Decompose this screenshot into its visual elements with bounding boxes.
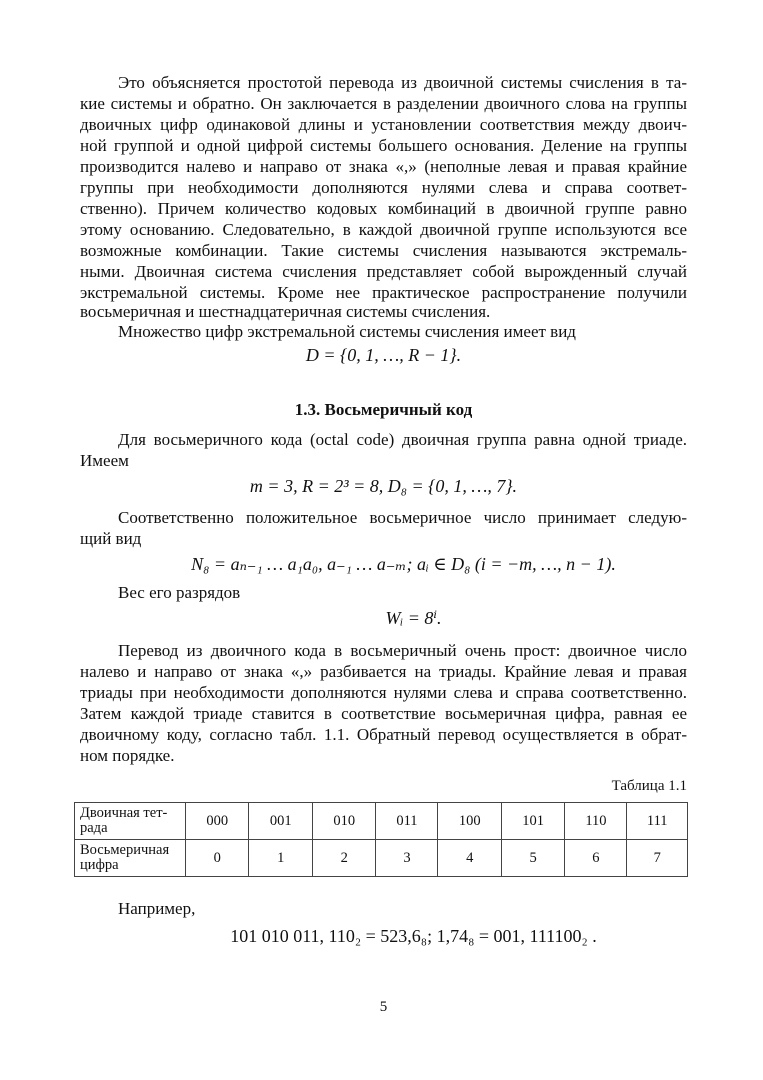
table-cell: 001 (249, 803, 312, 840)
text-line: ственно). Причем количество кодовых комбинаций в двоичной группе равно (80, 199, 687, 218)
text-line: Для восьмеричного кода (octal code) двоичная группа равна одной триаде. (118, 430, 687, 449)
table-cell: 0 (186, 840, 249, 877)
table-cell: 6 (565, 840, 627, 877)
table-cell: 100 (438, 803, 501, 840)
text-line: кие системы и обратно. Он заключается в разделении двоичного слова на группы (80, 94, 687, 113)
row-header: Двоичная тет-рада (75, 803, 186, 840)
text-line: Это объясняется простотой перевода из двоичной системы счисления в та- (118, 73, 687, 92)
example-label: Например, (118, 899, 196, 918)
page-number: 5 (379, 999, 388, 1015)
table-cell: 110 (565, 803, 627, 840)
text-line: ной группой и одной цифрой системы большего основания. Деление на группы (80, 136, 687, 155)
text-line: двоичных цифр одинаковой длины и установлении соответствия между двоич- (80, 115, 687, 134)
text-line: производится налево и направо от знака «,» (неполные левая и правая крайние (80, 157, 687, 176)
formula-octal-number: N₈ = aₙ₋₁ … a₁a₀, a₋₁ … a₋ₘ; aᵢ ∈ D₈ (i = −m, …, n − 1). (191, 554, 616, 574)
table-cell: 7 (627, 840, 688, 877)
formula-digit-set: D = {0, 1, …, R − 1}. (305, 345, 462, 365)
text-line: щий вид (80, 529, 142, 548)
section-heading: 1.3. Восьмеричный код (294, 400, 473, 419)
table-row (75, 840, 688, 877)
table-row (75, 803, 688, 840)
paragraph-weight: Вес его разрядов (118, 583, 241, 602)
text-line: группы при необходимости дополняются нулями слева и справа соответ- (80, 178, 687, 197)
table-cell: 2 (312, 840, 375, 877)
table-cell: 4 (438, 840, 501, 877)
text-line: возможные комбинации. Такие системы счисления называются экстремаль- (80, 241, 687, 260)
text-line: Затем каждой триаде ставится в соответствие восьмеричная цифра, равная ее (80, 704, 687, 723)
table-cell: 5 (501, 840, 564, 877)
text-line: восьмеричная и шестнадцатеричная системы счисления. (80, 302, 491, 321)
text-line: Перевод из двоичного кода в восьмеричный очень прост: двоичное число (118, 641, 687, 660)
octal-table (74, 802, 688, 877)
table-cell: 101 (501, 803, 564, 840)
text-line: этому основанию. Следовательно, в каждой двоичной группе используются все (80, 220, 687, 239)
paragraph-2: Множество цифр экстремальной системы счисления имеет вид (118, 322, 576, 341)
formula-octal-params: m = 3, R = 2³ = 8, D₈ = {0, 1, …, 7}. (249, 476, 518, 496)
table-cell: 011 (376, 803, 438, 840)
table-cell: 010 (312, 803, 375, 840)
text-line: ными. Двоичная система счисления представляет собой вырожденный случай (80, 262, 687, 281)
text-line: ном порядке. (80, 746, 175, 765)
text-line: Имеем (80, 451, 129, 470)
text-line: Соответственно положительное восьмеричное число принимает следую- (118, 508, 687, 527)
formula-weight: Wᵢ = 8ⁱ. (385, 608, 442, 628)
table-cell: 111 (627, 803, 688, 840)
text-line: налево и направо от знака «,» разбивается на триады. Крайние левая и правая (80, 662, 687, 681)
table-cell: 000 (186, 803, 249, 840)
row-header: Восьмеричная цифра (75, 840, 186, 877)
text-line: экстремальной системы. Кроме нее практическое распространение получили (80, 283, 687, 302)
table-caption: Таблица 1.1 (611, 778, 687, 794)
table-cell: 3 (376, 840, 438, 877)
table-cell: 1 (249, 840, 312, 877)
formula-example: 101 010 011, 110₂ = 523,6₈; 1,74₈ = 001, 111100₂ . (230, 926, 597, 946)
text-line: двоичному коду, согласно табл. 1.1. Обратный перевод осуществляется в обрат- (80, 725, 687, 744)
text-line: триады при необходимости дополняются нулями слева и справа соответственно. (80, 683, 687, 702)
